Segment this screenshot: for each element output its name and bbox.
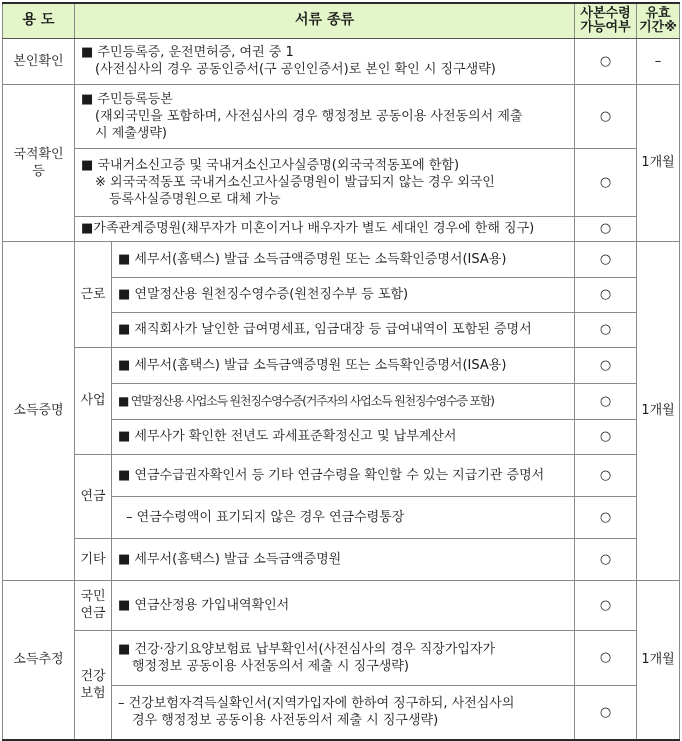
doc-line: ■ 주민등록등본 (81, 91, 173, 107)
copy-mark: ○ (575, 148, 637, 216)
doc-cell: ■ 연금산정용 가입내역확인서 (112, 580, 575, 630)
table-row (3, 84, 680, 148)
header-valid-line1: 유효 (645, 5, 671, 21)
copy-mark: ○ (575, 216, 637, 241)
copy-mark: ○ (575, 580, 637, 630)
valid-period: – (637, 38, 680, 84)
copy-mark: ○ (575, 630, 637, 685)
header-valid-line2: 기간※ (639, 19, 677, 35)
header-copy (575, 3, 637, 38)
doc-cell: ■ 세무서(홈택스) 발급 소득금액증명원 (112, 538, 575, 580)
sub-cell-business: 사업 (75, 347, 112, 454)
doc-line: ■가족관계증명원(채무자가 미혼이거나 배우자가 별도 세대인 경우에 한해 징구) (81, 221, 535, 236)
doc-cell: ■ 세무서(홈택스) 발급 소득금액증명원 또는 소득확인증명서(ISA용) (112, 347, 575, 383)
sub-cell-labor: 근로 (75, 241, 112, 347)
doc-line: ■ 국내거소신고증 및 국내거소신고사실증명(외국국적동포에 한함) (81, 157, 460, 173)
doc-cell (112, 630, 575, 685)
table-row (3, 38, 680, 84)
use-line: 등 (32, 163, 45, 179)
doc-line: – 건강보험자격득실확인서(지역가입자에 한하여 징구하되, 사전심사의 (118, 696, 515, 712)
sub-line: 보험 (80, 685, 106, 701)
valid-period: 1개월 (637, 241, 680, 580)
copy-mark: ○ (575, 347, 637, 383)
doc-cell (75, 84, 575, 148)
table-row (3, 148, 680, 216)
doc-cell: ■ 연말정산용 원천징수영수증(원천징수부 등 포함) (112, 277, 575, 312)
sub-cell-other: 기타 (75, 538, 112, 580)
sub-cell-national-pension (75, 580, 112, 630)
doc-cell: – 연금수령액이 표기되지 않은 경우 연금수령통장 (112, 496, 575, 538)
doc-line: ■ 건강·장기요양보험료 납부확인서(사전심사의 경우 직장가입자가 (118, 641, 496, 657)
documents-table (2, 2, 680, 741)
header-copy-line2: 가능여부 (580, 19, 631, 35)
doc-cell (75, 38, 575, 84)
copy-mark: ○ (575, 454, 637, 496)
copy-mark: ○ (575, 685, 637, 740)
table-row (3, 241, 680, 277)
sub-line: 연금 (80, 606, 106, 621)
doc-cell: ■ 세무사가 확인한 전년도 과세표준확정신고 및 납부계산서 (112, 419, 575, 454)
doc-line: 시 제출생략) (95, 125, 167, 141)
doc-cell: ■ 세무서(홈택스) 발급 소득금액증명원 또는 소득확인증명서(ISA용) (112, 241, 575, 277)
copy-mark: ○ (575, 383, 637, 419)
use-cell-income-estimate: 소득추정 (3, 580, 75, 740)
table-row (3, 216, 680, 241)
copy-mark: ○ (575, 312, 637, 347)
doc-line: (사전심사의 경우 공동인증서(구 공인인증서)로 본인 확인 시 징구생략) (95, 62, 496, 77)
use-cell-identity: 본인확인 (3, 38, 75, 84)
use-cell-income-proof: 소득증명 (3, 241, 75, 580)
doc-cell: ■ 재직회사가 날인한 급여명세표, 임금대장 등 급여내역이 포함된 증명서 (112, 312, 575, 347)
copy-mark: ○ (575, 496, 637, 538)
doc-line: 등록사실증명원으로 대체 가능 (109, 191, 281, 207)
header-copy-line1: 사본수령 (580, 5, 631, 21)
doc-line: 행정정보 공동이용 사전동의서 제출 시 징구생략) (132, 658, 409, 674)
valid-period: 1개월 (637, 84, 680, 241)
doc-line: (재외국민을 포함하며, 사전심사의 경우 행정정보 공동이용 사전동의서 제출 (95, 108, 523, 124)
table-row (3, 630, 680, 685)
copy-mark: ○ (575, 538, 637, 580)
header-docs: 서류 종류 (75, 3, 575, 38)
doc-cell (75, 148, 575, 216)
copy-mark: ○ (575, 38, 637, 84)
table-row (3, 454, 680, 496)
sub-cell-pension: 연금 (75, 454, 112, 538)
doc-line: 경우 행정정보 공동이용 사전동의서 제출 시 징구생략) (132, 713, 439, 729)
sub-line: 건강 (80, 668, 106, 684)
header-row (3, 3, 680, 38)
copy-mark: ○ (575, 277, 637, 312)
use-cell-nationality (3, 84, 75, 241)
table-row (3, 538, 680, 580)
doc-line: ■ 주민등록증, 운전면허증, 여권 중 1 (81, 45, 294, 60)
doc-cell: ■ 연말정산용 사업소득 원천징수영수증(거주자의 사업소득 원천징수영수증 포함) (112, 383, 575, 419)
use-line: 국적확인 (13, 146, 64, 162)
doc-cell: ■ 연금수급권자확인서 등 기타 연금수령을 확인할 수 있는 지급기관 증명서 (112, 454, 575, 496)
valid-period: 1개월 (637, 580, 680, 740)
doc-cell (75, 216, 575, 241)
header-use: 용 도 (3, 3, 75, 38)
copy-mark: ○ (575, 84, 637, 148)
header-valid (637, 3, 680, 38)
table-row (3, 580, 680, 630)
doc-cell (112, 685, 575, 740)
sub-line: 국민 (80, 589, 106, 604)
copy-mark: ○ (575, 419, 637, 454)
copy-mark: ○ (575, 241, 637, 277)
table-row (3, 347, 680, 383)
sub-cell-health-insurance (75, 630, 112, 740)
doc-line: ※ 외국국적동포 국내거소신고사실증명원이 발급되지 않는 경우 외국인 (95, 174, 495, 190)
